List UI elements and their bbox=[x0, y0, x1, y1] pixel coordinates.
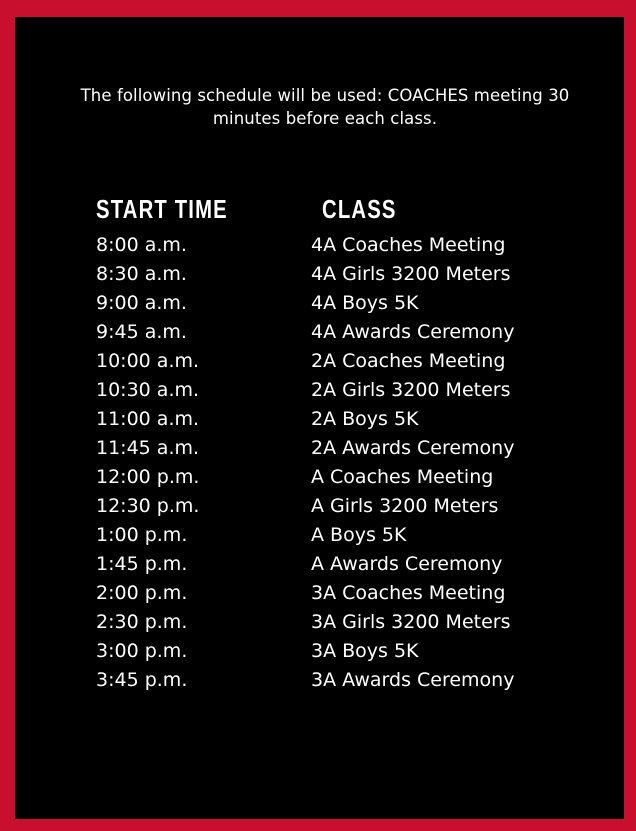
class-name: 2A Girls 3200 Meters bbox=[311, 379, 511, 401]
start-time: 3:00 p.m. bbox=[96, 640, 188, 662]
start-time: 8:30 a.m. bbox=[96, 263, 187, 285]
start-time: 10:30 a.m. bbox=[96, 379, 200, 401]
class-name: 3A Boys 5K bbox=[311, 640, 419, 662]
class-name: 3A Girls 3200 Meters bbox=[311, 611, 511, 633]
class-name: A Coaches Meeting bbox=[311, 466, 494, 488]
class-header: CLASS bbox=[322, 194, 397, 224]
class-name: 4A Awards Ceremony bbox=[311, 321, 515, 343]
start-time: 2:00 p.m. bbox=[96, 582, 188, 604]
start-time: 9:45 a.m. bbox=[96, 321, 187, 343]
start-time: 1:00 p.m. bbox=[96, 524, 188, 546]
class-name: 4A Girls 3200 Meters bbox=[311, 263, 511, 285]
class-name: 2A Awards Ceremony bbox=[311, 437, 515, 459]
class-name: 3A Awards Ceremony bbox=[311, 669, 515, 691]
class-name: A Girls 3200 Meters bbox=[311, 495, 499, 517]
start-time: 9:00 a.m. bbox=[96, 292, 187, 314]
intro-text: The following schedule will be used: COACHES meeting 30 minutes before each class. bbox=[80, 86, 570, 128]
class-name: 4A Boys 5K bbox=[311, 292, 419, 314]
class-name: 2A Coaches Meeting bbox=[311, 350, 506, 372]
class-name: 3A Coaches Meeting bbox=[311, 582, 506, 604]
start-time: 12:00 p.m. bbox=[96, 466, 200, 488]
start-time: 10:00 a.m. bbox=[96, 350, 200, 372]
start-time-header: START TIME bbox=[96, 194, 228, 224]
start-time: 3:45 p.m. bbox=[96, 669, 188, 691]
class-name: 2A Boys 5K bbox=[311, 408, 419, 430]
start-time: 1:45 p.m. bbox=[96, 553, 188, 575]
class-name: A Boys 5K bbox=[311, 524, 407, 546]
start-time: 11:45 a.m. bbox=[96, 437, 200, 459]
start-time: 2:30 p.m. bbox=[96, 611, 188, 633]
start-time: 8:00 a.m. bbox=[96, 234, 187, 256]
class-name: 4A Coaches Meeting bbox=[311, 234, 506, 256]
start-time: 12:30 p.m. bbox=[96, 495, 200, 517]
start-time: 11:00 a.m. bbox=[96, 408, 200, 430]
class-name: A Awards Ceremony bbox=[311, 553, 503, 575]
